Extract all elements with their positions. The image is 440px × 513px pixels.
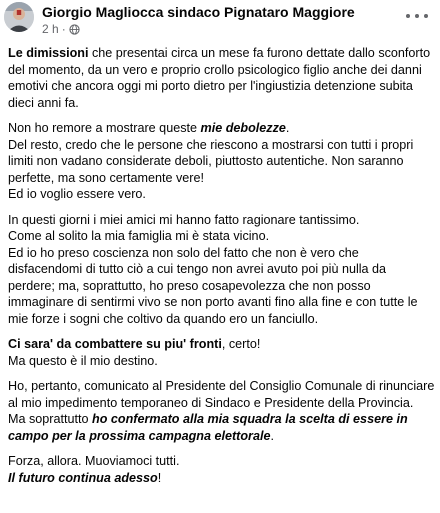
p3-line1: In questi giorni i miei amici mi hanno fatto ragionare tantissimo. [8, 212, 360, 227]
p3-line3: Ed io ho preso coscienza non solo del fatto che non è vero che disfacendomi di tutto ciò a cui tengo non avrei avuto poi più nulla da perdere; ma, soprattutto, ho preso cosapevolezza che non posso immaginare di sentirmi vivo se non porto avanti fino alla fine e con tutte le mie forze i sogni che coltivo da quando ero un fanciullo. [8, 245, 418, 326]
p2-emphasis: mie debolezze [200, 121, 286, 135]
paragraph-2 [8, 120, 436, 203]
p4-line2: Ma questo è il mio destino. [8, 353, 158, 368]
p2-post: . [285, 121, 290, 135]
globe-icon [69, 24, 80, 35]
p6-line1: Forza, allora. Muoviamoci tutti. [8, 454, 180, 468]
p2-line2: Del resto, credo che le persone che riescono a mostrarsi con tutti i propri limiti non vadano considerate deboli, piuttosto autentiche. Non saranno perfette, ma sono certamente vere! [8, 137, 414, 185]
p5-post: . [270, 428, 274, 443]
post-text [8, 45, 436, 495]
p6-emphasis: Il futuro continua adesso [8, 470, 158, 485]
p6-post: ! [157, 470, 162, 485]
author-avatar[interactable] [4, 2, 34, 32]
author-name[interactable]: Giorgio Magliocca sindaco Pignataro Maggiore [42, 4, 355, 20]
p2-line3: Ed io voglio essere vero. [8, 187, 146, 201]
p4-bold: Ci sara' da combattere su piu' fronti [8, 337, 222, 351]
paragraph-5 [8, 378, 436, 444]
p5-pre: Ma soprattutto [8, 412, 92, 426]
p1-text: che presentai circa un mese fa furono dettate dallo sconforto del momento, da un vero e proprio crollo psicologico figlio anche dei danni emotivi che ancora oggi mi porto dietro per l'ingiustizia detenzione subita dieci anni fa. [8, 46, 431, 110]
paragraph-3 [8, 212, 436, 328]
p1-bold: Le dimissioni [8, 46, 89, 60]
paragraph-4 [8, 336, 436, 369]
p5-emphasis: ho confermato alla mia squadra la scelta di essere in campo per la prossima campagna elettorale [8, 412, 408, 443]
p5-line1: Ho, pertanto, comunicato al Presidente del Consiglio Comunale di rinunciare al mio impedimento temporaneo di Sindaco e Presidente della Provincia. [8, 379, 435, 410]
p2-pre: Non ho remore a mostrare queste [8, 121, 201, 135]
post-header [0, 0, 440, 42]
post-time[interactable]: 2 h [42, 22, 59, 36]
post-meta [42, 22, 80, 36]
meta-separator: · [61, 22, 66, 36]
p3-line2: Come al solito la mia famiglia mi è stata vicino. [8, 229, 270, 243]
p4-rest: , certo! [221, 337, 261, 351]
paragraph-6 [8, 453, 436, 486]
avatar-photo [4, 2, 34, 32]
paragraph-1 [8, 45, 436, 111]
more-options-icon[interactable] [406, 10, 428, 22]
